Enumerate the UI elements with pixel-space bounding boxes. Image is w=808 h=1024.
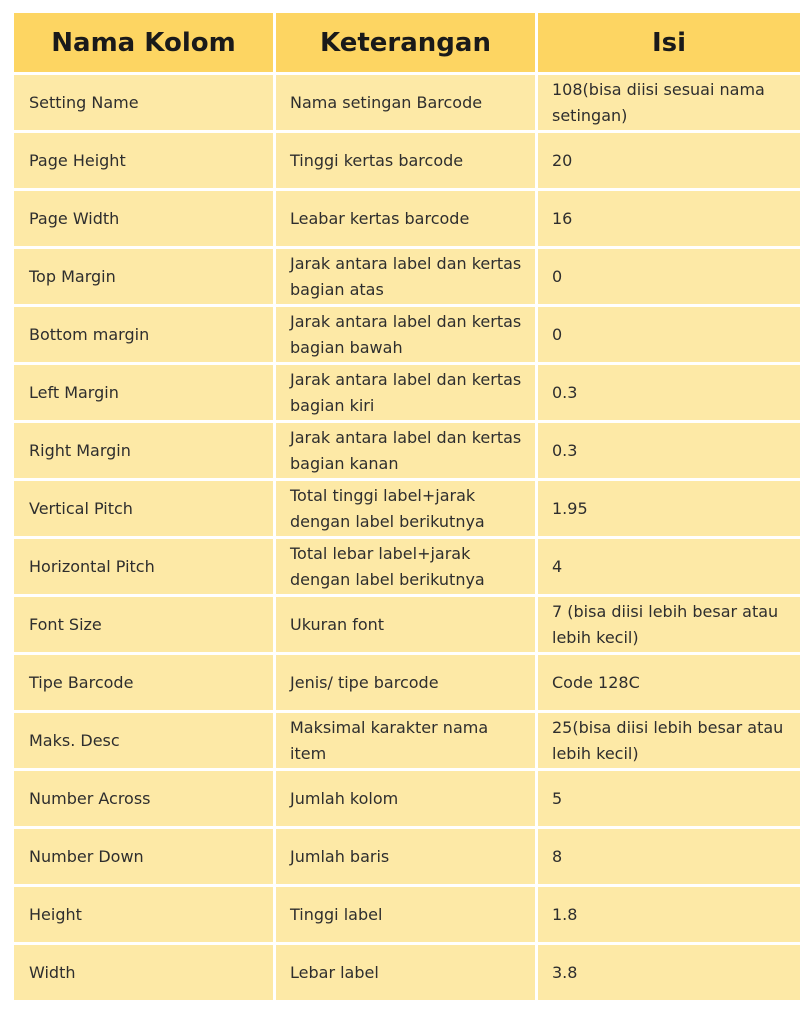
cell-keterangan: Jenis/ tipe barcode bbox=[276, 655, 535, 710]
cell-keterangan: Tinggi label bbox=[276, 887, 535, 942]
cell-isi: 20 bbox=[538, 133, 800, 188]
cell-nama-kolom: Number Down bbox=[14, 829, 273, 884]
cell-nama-kolom: Vertical Pitch bbox=[14, 481, 273, 536]
cell-isi: 25(bisa diisi lebih besar atau lebih kecil) bbox=[538, 713, 800, 768]
table-row bbox=[14, 307, 800, 362]
cell-isi: 7 (bisa diisi lebih besar atau lebih kecil) bbox=[538, 597, 800, 652]
cell-isi: 4 bbox=[538, 539, 800, 594]
cell-keterangan: Leabar kertas barcode bbox=[276, 191, 535, 246]
cell-nama-kolom: Width bbox=[14, 945, 273, 1000]
cell-nama-kolom: Tipe Barcode bbox=[14, 655, 273, 710]
cell-nama-kolom: Maks. Desc bbox=[14, 713, 273, 768]
cell-keterangan: Jarak antara label dan kertas bagian kiri bbox=[276, 365, 535, 420]
cell-isi: 0.3 bbox=[538, 423, 800, 478]
cell-keterangan: Maksimal karakter nama item bbox=[276, 713, 535, 768]
cell-isi: 8 bbox=[538, 829, 800, 884]
cell-isi: 0.3 bbox=[538, 365, 800, 420]
cell-keterangan: Jarak antara label dan kertas bagian bawah bbox=[276, 307, 535, 362]
settings-table-container bbox=[11, 10, 797, 1003]
table-row bbox=[14, 75, 800, 130]
cell-keterangan: Jarak antara label dan kertas bagian atas bbox=[276, 249, 535, 304]
cell-nama-kolom: Horizontal Pitch bbox=[14, 539, 273, 594]
table-header-row bbox=[14, 13, 800, 72]
cell-isi: Code 128C bbox=[538, 655, 800, 710]
cell-isi: 1.95 bbox=[538, 481, 800, 536]
cell-keterangan: Jumlah baris bbox=[276, 829, 535, 884]
cell-keterangan: Ukuran font bbox=[276, 597, 535, 652]
cell-nama-kolom: Top Margin bbox=[14, 249, 273, 304]
cell-keterangan: Total tinggi label+jarak dengan label berikutnya bbox=[276, 481, 535, 536]
table-row bbox=[14, 945, 800, 1000]
cell-nama-kolom: Number Across bbox=[14, 771, 273, 826]
barcode-settings-table bbox=[11, 10, 803, 1003]
table-row bbox=[14, 365, 800, 420]
cell-keterangan: Nama setingan Barcode bbox=[276, 75, 535, 130]
cell-nama-kolom: Page Height bbox=[14, 133, 273, 188]
header-isi: Isi bbox=[538, 13, 800, 72]
table-row bbox=[14, 133, 800, 188]
table-row bbox=[14, 249, 800, 304]
cell-nama-kolom: Right Margin bbox=[14, 423, 273, 478]
cell-isi: 0 bbox=[538, 249, 800, 304]
cell-isi: 108(bisa diisi sesuai nama setingan) bbox=[538, 75, 800, 130]
cell-isi: 0 bbox=[538, 307, 800, 362]
table-row bbox=[14, 713, 800, 768]
cell-nama-kolom: Page Width bbox=[14, 191, 273, 246]
cell-keterangan: Jumlah kolom bbox=[276, 771, 535, 826]
cell-nama-kolom: Height bbox=[14, 887, 273, 942]
table-row bbox=[14, 481, 800, 536]
table-row bbox=[14, 597, 800, 652]
cell-isi: 16 bbox=[538, 191, 800, 246]
cell-keterangan: Lebar label bbox=[276, 945, 535, 1000]
cell-isi: 5 bbox=[538, 771, 800, 826]
cell-isi: 3.8 bbox=[538, 945, 800, 1000]
cell-keterangan: Jarak antara label dan kertas bagian kanan bbox=[276, 423, 535, 478]
table-row bbox=[14, 771, 800, 826]
cell-isi: 1.8 bbox=[538, 887, 800, 942]
cell-nama-kolom: Left Margin bbox=[14, 365, 273, 420]
table-row bbox=[14, 423, 800, 478]
table-row bbox=[14, 829, 800, 884]
table-row bbox=[14, 539, 800, 594]
header-keterangan: Keterangan bbox=[276, 13, 535, 72]
header-nama-kolom: Nama Kolom bbox=[14, 13, 273, 72]
table-row bbox=[14, 191, 800, 246]
cell-nama-kolom: Bottom margin bbox=[14, 307, 273, 362]
cell-nama-kolom: Font Size bbox=[14, 597, 273, 652]
cell-nama-kolom: Setting Name bbox=[14, 75, 273, 130]
cell-keterangan: Tinggi kertas barcode bbox=[276, 133, 535, 188]
table-row bbox=[14, 655, 800, 710]
table-row bbox=[14, 887, 800, 942]
cell-keterangan: Total lebar label+jarak dengan label berikutnya bbox=[276, 539, 535, 594]
